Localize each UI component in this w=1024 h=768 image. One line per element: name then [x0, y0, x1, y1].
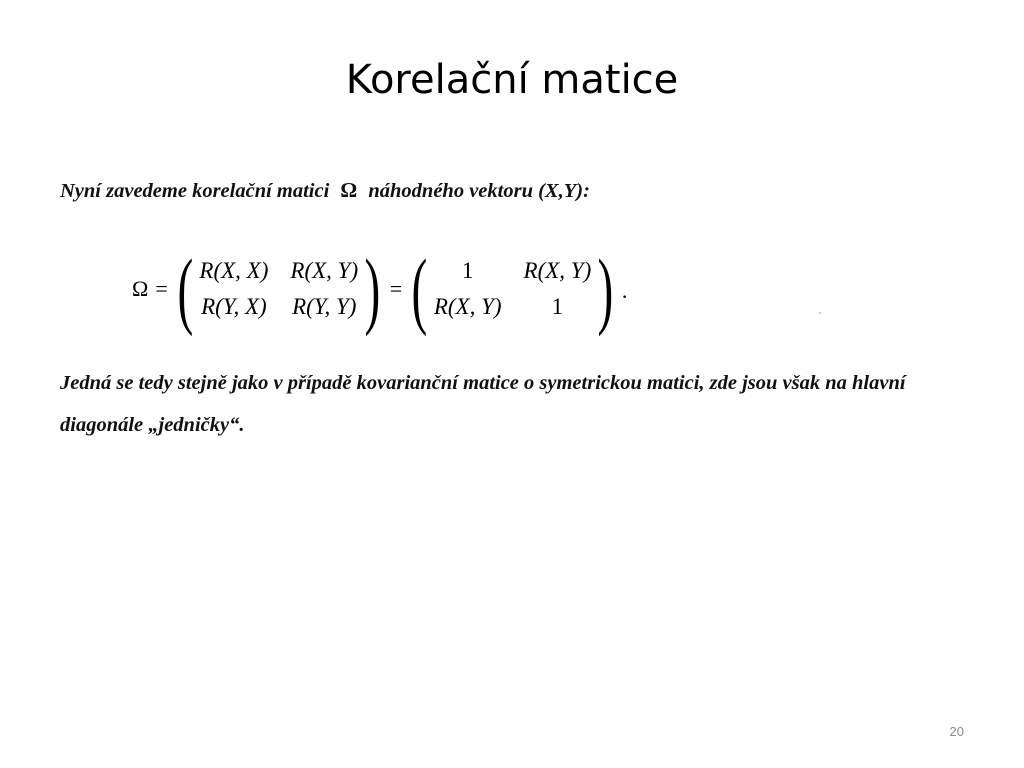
- right-matrix: [434, 255, 591, 323]
- left-matrix: [199, 255, 358, 323]
- matrix-cell: R(X, Y): [433, 294, 502, 319]
- slide-title: Korelační matice: [345, 57, 679, 103]
- equals-sign-1: =: [155, 276, 168, 301]
- left-paren: (: [411, 241, 428, 337]
- correlation-matrix-equation: [132, 241, 628, 337]
- equation-period: .: [621, 278, 628, 303]
- matrix-cell: 1: [461, 258, 474, 283]
- equation-lhs-omega: Ω: [132, 276, 149, 301]
- matrix-cell: R(X, Y): [523, 258, 592, 283]
- intro-sentence: [60, 178, 590, 203]
- matrix-cell: R(X, X): [199, 258, 269, 283]
- omega-symbol: Ω: [340, 178, 358, 202]
- right-paren: ): [364, 241, 381, 337]
- page-number: 20: [949, 724, 964, 739]
- intro-text-before: Nyní zavedeme korelační matici: [60, 180, 330, 202]
- matrix-cell: 1: [551, 294, 564, 319]
- body-paragraph: Jedná se tedy stejně jako v případě kovarianční matice o symetrickou matici, zde jsou však na hlavní diagonále „jedničky“.: [60, 372, 906, 436]
- intro-text-after: náhodného vektoru (X,Y):: [368, 180, 590, 202]
- matrix-cell: R(Y, X): [201, 294, 267, 319]
- matrix-cell: R(Y, Y): [292, 294, 357, 319]
- scan-speck: [819, 312, 821, 314]
- left-paren: (: [177, 241, 193, 337]
- right-paren: ): [597, 241, 614, 337]
- matrix-cell: R(X, Y): [290, 258, 359, 283]
- equals-sign-2: =: [389, 276, 403, 301]
